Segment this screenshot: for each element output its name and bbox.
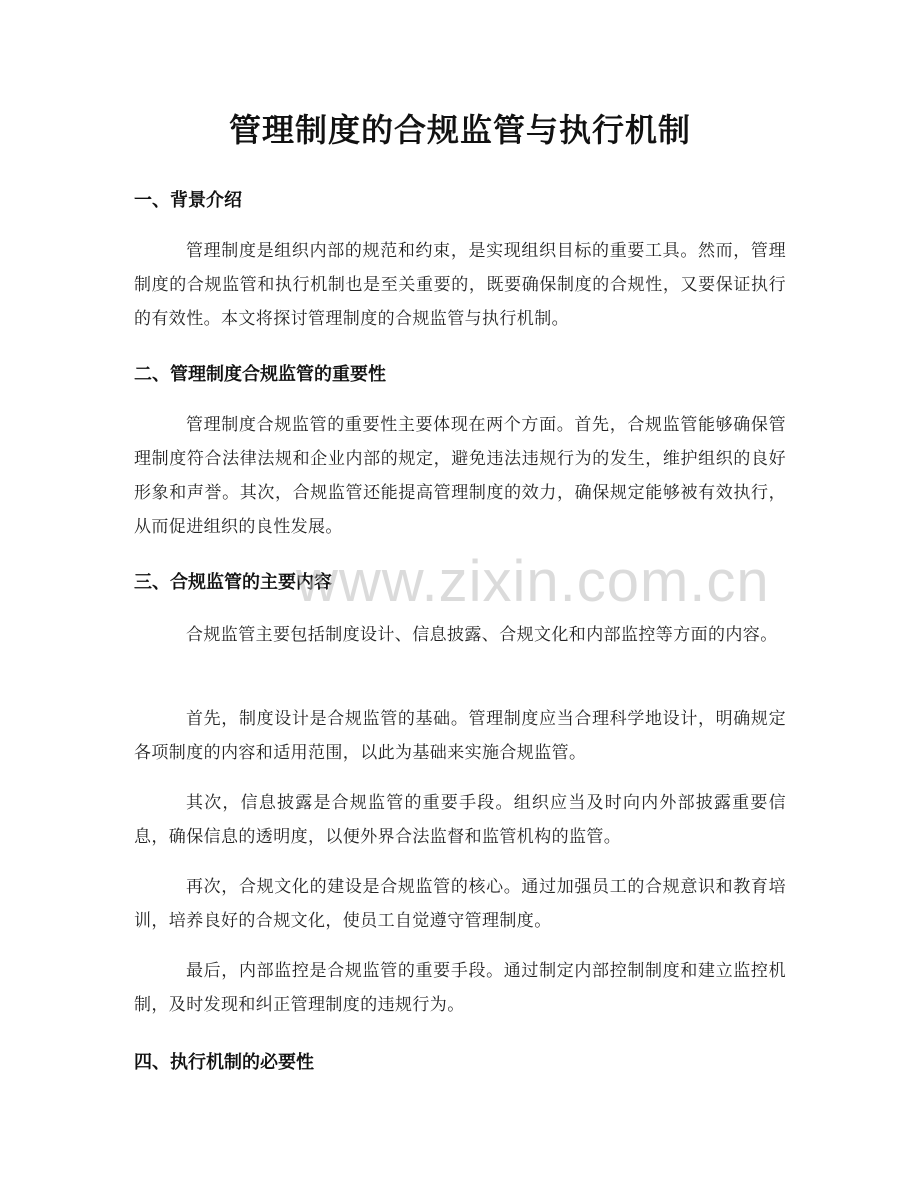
- paragraph-background: 管理制度是组织内部的规范和约束，是实现组织目标的重要工具。然而，管理制度的合规监管和执行机制也是至关重要的，既要确保制度的合规性，又要保证执行的有效性。本文将探讨管理制度的合规监管与执行机制。: [134, 241, 786, 329]
- watermark: www.zixin.com.cn: [296, 549, 770, 614]
- section-heading-importance: 二、管理制度合规监管的重要性: [134, 364, 386, 385]
- document-title: 管理制度的合规监管与执行机制: [228, 111, 691, 149]
- paragraph-content-design: 首先，制度设计是合规监管的基础。管理制度应当合理科学地设计，明确规定各项制度的内容和适用范围，以此为基础来实施合规监管。: [134, 709, 786, 763]
- section-heading-content: 三、合规监管的主要内容: [134, 572, 332, 593]
- section-heading-background: 一、背景介绍: [134, 190, 242, 211]
- paragraph-content-intro: 合规监管主要包括制度设计、信息披露、合规文化和内部监控等方面的内容。: [186, 625, 778, 645]
- paragraph-content-monitoring: 最后，内部监控是合规监管的重要手段。通过制定内部控制制度和建立监控机制，及时发现和纠正管理制度的违规行为。: [134, 961, 786, 1015]
- paragraph-importance: 管理制度合规监管的重要性主要体现在两个方面。首先，合规监管能够确保管理制度符合法律法规和企业内部的规定，避免违法违规行为的发生，维护组织的良好形象和声誉。其次，合规监管还能提高管理制度的效力，确保规定能够被有效执行，从而促进组织的良性发展。: [134, 415, 786, 537]
- paragraph-content-disclosure: 其次，信息披露是合规监管的重要手段。组织应当及时向内外部披露重要信息，确保信息的透明度，以便外界合法监督和监管机构的监管。: [134, 793, 786, 847]
- section-heading-execution: 四、执行机制的必要性: [134, 1052, 314, 1073]
- paragraph-content-culture: 再次，合规文化的建设是合规监管的核心。通过加强员工的合规意识和教育培训，培养良好的合规文化，使员工自觉遵守管理制度。: [134, 877, 786, 931]
